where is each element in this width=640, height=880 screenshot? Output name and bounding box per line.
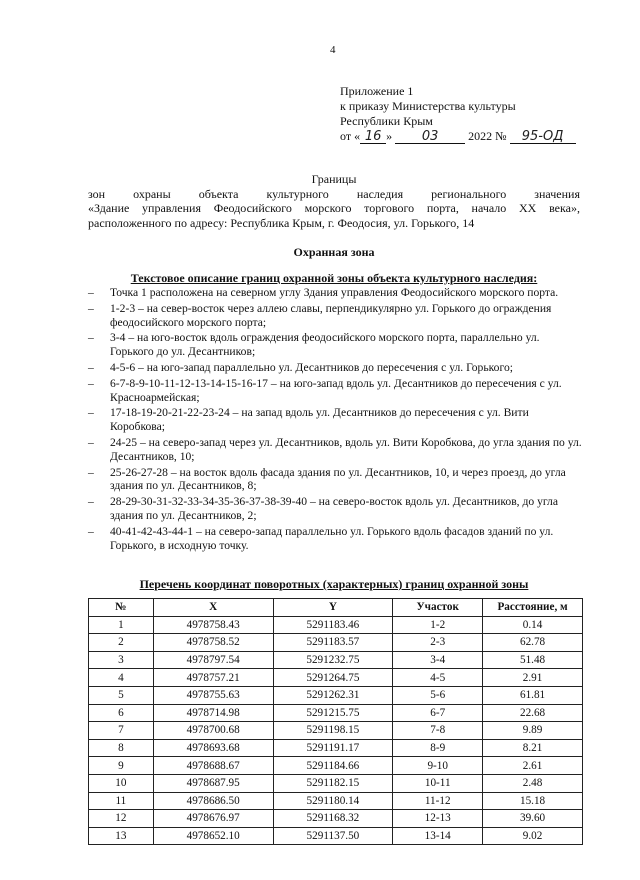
cell-number: 5: [89, 686, 154, 704]
coords-table-title: Перечень координат поворотных (характерных) границ охранной зоны: [139, 577, 529, 591]
title-line-2: «Здание управления Феодосийского морского торгового порта, начало XX века»,: [88, 201, 580, 215]
list-item: – 40-41-42-43-44-1 – на северо-запад параллельно ул. Горького вдоль фасадов зданий по ул. Горького, в исходную точку.: [88, 525, 584, 553]
list-item: – 3-4 – на юго-восток вдоль ограждения феодосийского морского порта, параллельно ул. Горького до ул. Десантников;: [88, 331, 584, 359]
cell-segment: 8-9: [393, 739, 483, 757]
cell-x: 4978693.68: [153, 739, 273, 757]
cell-segment: 7-8: [393, 722, 483, 740]
cell-segment: 11-12: [393, 792, 483, 810]
column-header-distance: Расстояние, м: [483, 599, 583, 617]
cell-y: 5291137.50: [273, 827, 393, 845]
cell-x: 4978688.67: [153, 757, 273, 775]
table-row: [89, 704, 583, 722]
table-row: [89, 774, 583, 792]
table-row: [89, 722, 583, 740]
cell-distance: 9.89: [483, 722, 583, 740]
cell-number: 2: [89, 634, 154, 652]
table-row: [89, 739, 583, 757]
section-title: Охранная зона: [293, 245, 375, 259]
appendix-date-line: [340, 129, 576, 144]
cell-distance: 2.61: [483, 757, 583, 775]
order-number: 95-ОД: [510, 130, 576, 144]
list-item: – 24-25 – на северо-запад через ул. Десантников, вдоль ул. Вити Коробкова, до угла здания по ул. Десантников, 10;: [88, 436, 584, 464]
cell-x: 4978758.52: [153, 634, 273, 652]
description-title: Текстовое описание границ охранной зоны объекта культурного наследия:: [130, 271, 538, 285]
appendix-line-3: Республики Крым: [340, 114, 433, 128]
cell-distance: 61.81: [483, 686, 583, 704]
column-header-segment: Участок: [393, 599, 483, 617]
cell-y: 5291264.75: [273, 669, 393, 687]
cell-y: 5291183.57: [273, 634, 393, 652]
cell-x: 4978687.95: [153, 774, 273, 792]
cell-distance: 0.14: [483, 616, 583, 634]
cell-number: 1: [89, 616, 154, 634]
date-prefix: от «: [340, 129, 361, 143]
title-line-1: зон охраны объекта культурного наследия регионального значения: [88, 186, 580, 201]
title-heading: Границы: [311, 172, 357, 186]
cell-segment: 13-14: [393, 827, 483, 845]
cell-y: 5291184.66: [273, 757, 393, 775]
title-line-3: расположенного по адресу: Республика Крым, г. Феодосия, ул. Горького, 14: [88, 215, 475, 230]
cell-y: 5291180.14: [273, 792, 393, 810]
cell-y: 5291191.17: [273, 739, 393, 757]
cell-distance: 9.02: [483, 827, 583, 845]
cell-segment: 1-2: [393, 616, 483, 634]
cell-number: 8: [89, 739, 154, 757]
column-header-number: №: [89, 599, 154, 617]
cell-segment: 10-11: [393, 774, 483, 792]
cell-x: 4978755.63: [153, 686, 273, 704]
table-row: [89, 827, 583, 845]
appendix-line-2: к приказу Министерства культуры: [340, 99, 516, 113]
list-item: – Точка 1 расположена на северном углу Здания управления Феодосийского морского порта.: [88, 286, 584, 300]
table-row: [89, 757, 583, 775]
list-item: – 25-26-27-28 – на восток вдоль фасада здания по ул. Десантников, 10, и через проезд, до угла здания по ул. Десантников, 8;: [88, 466, 584, 494]
cell-distance: 2.48: [483, 774, 583, 792]
document-title: [88, 172, 580, 230]
table-row: [89, 651, 583, 669]
table-row: [89, 810, 583, 828]
date-mid: »: [386, 129, 393, 143]
cell-x: 4978757.21: [153, 669, 273, 687]
cell-segment: 12-13: [393, 810, 483, 828]
cell-distance: 22.68: [483, 704, 583, 722]
cell-number: 10: [89, 774, 154, 792]
cell-number: 13: [89, 827, 154, 845]
cell-number: 12: [89, 810, 154, 828]
table-row: [89, 686, 583, 704]
cell-y: 5291182.15: [273, 774, 393, 792]
cell-number: 6: [89, 704, 154, 722]
cell-segment: 9-10: [393, 757, 483, 775]
cell-segment: 6-7: [393, 704, 483, 722]
list-item: – 4-5-6 – на юго-запад параллельно ул. Десантников до пересечения с ул. Горького;: [88, 361, 584, 375]
appendix-line-1: Приложение 1: [340, 84, 414, 98]
cell-y: 5291232.75: [273, 651, 393, 669]
table-row: [89, 792, 583, 810]
description-list: [88, 286, 584, 554]
list-item: – 1-2-3 – на север-восток через аллею славы, перпендикулярно ул. Горького до ограждения феодосийского морского порта;: [88, 302, 584, 330]
cell-distance: 2.91: [483, 669, 583, 687]
cell-x: 4978797.54: [153, 651, 273, 669]
cell-x: 4978758.43: [153, 616, 273, 634]
cell-number: 4: [89, 669, 154, 687]
cell-number: 3: [89, 651, 154, 669]
page-number: 4: [330, 44, 336, 56]
cell-segment: 2-3: [393, 634, 483, 652]
cell-y: 5291262.31: [273, 686, 393, 704]
table-row: [89, 616, 583, 634]
table-row: [89, 669, 583, 687]
list-item: – 6-7-8-9-10-11-12-13-14-15-16-17 – на юго-запад вдоль ул. Десантников до пересечения с ул. Красноармейская;: [88, 377, 584, 405]
cell-distance: 62.78: [483, 634, 583, 652]
cell-distance: 51.48: [483, 651, 583, 669]
cell-y: 5291183.46: [273, 616, 393, 634]
cell-x: 4978714.98: [153, 704, 273, 722]
cell-number: 11: [89, 792, 154, 810]
cell-number: 9: [89, 757, 154, 775]
cell-segment: 3-4: [393, 651, 483, 669]
date-month: 03: [395, 130, 465, 144]
table-row: [89, 634, 583, 652]
cell-segment: 5-6: [393, 686, 483, 704]
date-year: 2022 №: [468, 129, 507, 143]
date-day: 16: [360, 130, 386, 144]
cell-number: 7: [89, 722, 154, 740]
cell-y: 5291168.32: [273, 810, 393, 828]
cell-distance: 8.21: [483, 739, 583, 757]
appendix-block: [340, 84, 576, 144]
cell-x: 4978700.68: [153, 722, 273, 740]
cell-distance: 15.18: [483, 792, 583, 810]
cell-distance: 39.60: [483, 810, 583, 828]
column-header-y: Y: [273, 599, 393, 617]
cell-x: 4978652.10: [153, 827, 273, 845]
list-item: – 17-18-19-20-21-22-23-24 – на запад вдоль ул. Десантников до пересечения с ул. Вити Коробкова;: [88, 406, 584, 434]
table-header-row: [89, 599, 583, 617]
cell-x: 4978686.50: [153, 792, 273, 810]
list-item: – 28-29-30-31-32-33-34-35-36-37-38-39-40 – на северо-восток вдоль ул. Десантников, до угла здания по ул. Десантников, 2;: [88, 495, 584, 523]
coords-table: [88, 598, 583, 845]
column-header-x: X: [153, 599, 273, 617]
cell-segment: 4-5: [393, 669, 483, 687]
cell-y: 5291198.15: [273, 722, 393, 740]
cell-x: 4978676.97: [153, 810, 273, 828]
cell-y: 5291215.75: [273, 704, 393, 722]
